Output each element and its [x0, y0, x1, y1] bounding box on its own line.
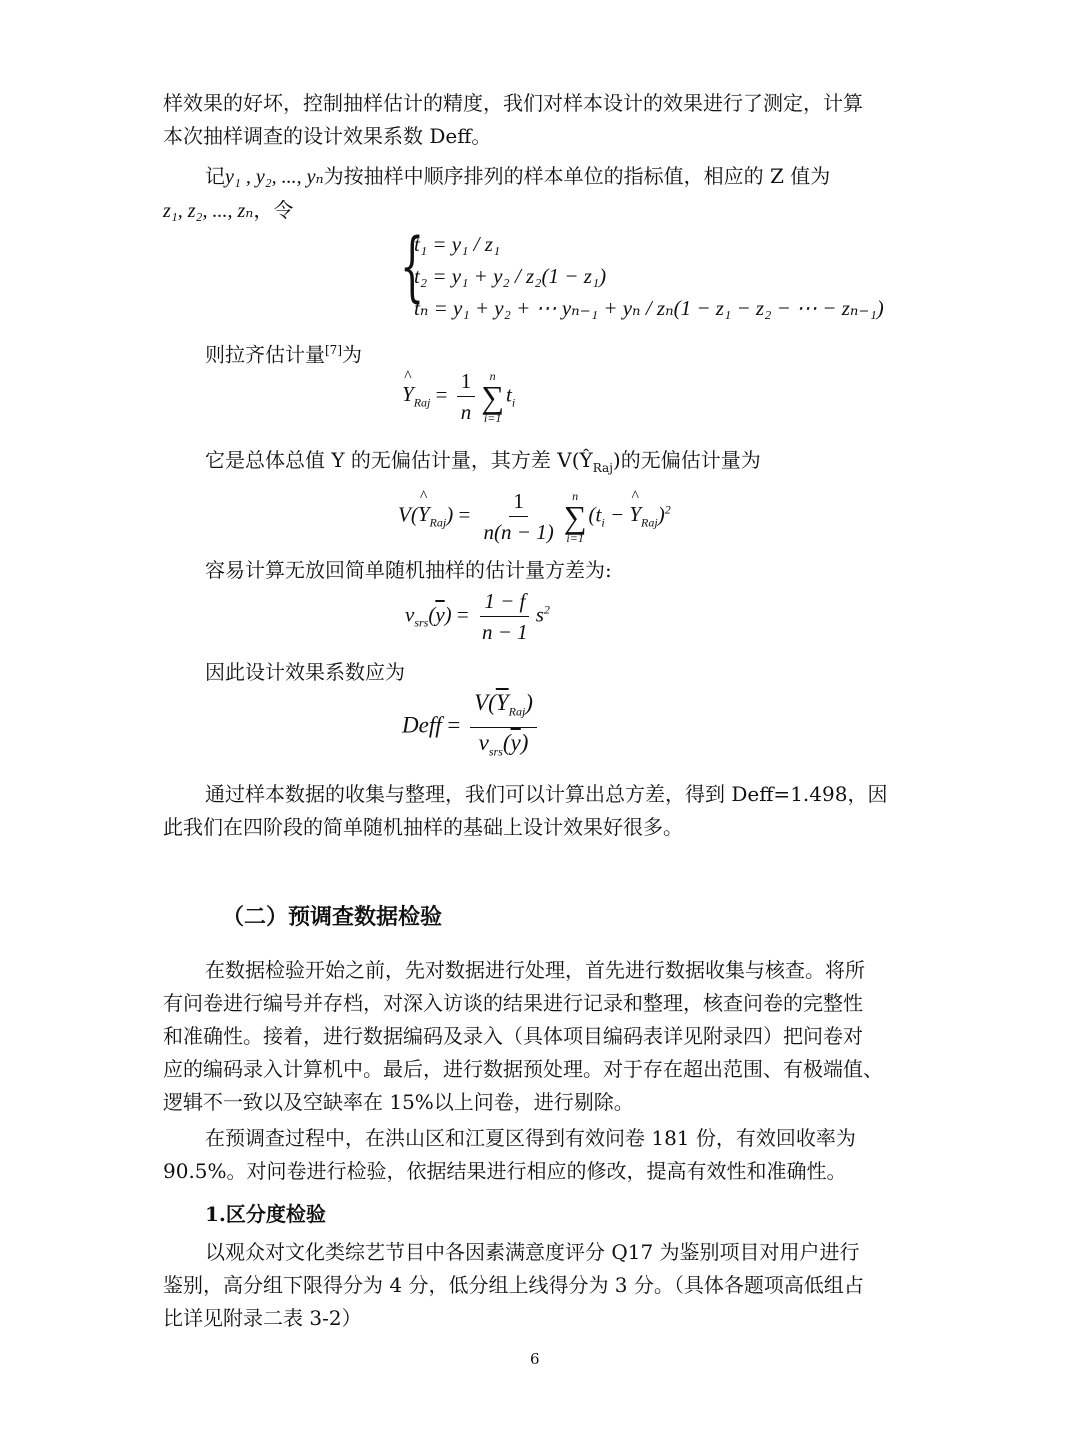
formula-raj-estimator: ^ $Y_{Raj}$ = $\frac{1}{n}$ n ∑ i=1 $t_i$	[402, 368, 515, 425]
text-line: 逻辑不一致以及空缺率在 15%以上问卷，进行剔除。	[163, 1090, 634, 1114]
text-line: 此我们在四阶段的简单随机抽样的基础上设计效果好很多。	[163, 815, 683, 839]
text-fragment: 为	[342, 342, 362, 367]
text-line: 样效果的好坏，控制抽样估计的精度，我们对样本设计的效果进行了测定，计算	[163, 91, 863, 115]
paragraph-unbiased	[163, 444, 920, 485]
paragraph-discrimination	[163, 1236, 920, 1335]
paragraph-survey	[163, 1122, 920, 1188]
text-line: 以观众对文化类综艺节目中各因素满意度评分 Q17 为鉴别项目对用户进行	[205, 1240, 860, 1264]
paragraph-raj-intro	[163, 334, 920, 372]
text-line: 90.5%。对问卷进行检验，依据结果进行相应的修改，提高有效性和准确性。	[163, 1159, 847, 1183]
text-line: 和准确性。接着，进行数据编码及录入（具体项目编码表详见附录四）把问卷对	[163, 1024, 863, 1048]
text-line: 在数据检验开始之前，先对数据进行处理，首先进行数据收集与核查。将所	[205, 958, 865, 982]
left-brace: {	[400, 221, 425, 310]
text-fragment: )的无偏估计量为	[612, 448, 761, 472]
text-line	[163, 160, 920, 194]
text-fragment: 为按抽样中顺序排列的样本单位的指标值，相应的 Z 值为	[323, 164, 831, 188]
text-line	[163, 194, 920, 228]
equation-t2: t₂ = y₁ + y₂ / z₂(1 − z₁)	[414, 264, 607, 288]
text-fragment: 则拉齐估计量	[205, 342, 325, 367]
text-line: 通过样本数据的收集与整理，我们可以计算出总方差，得到 Deff=1.498，因	[205, 782, 888, 806]
subscript: Raj	[592, 461, 613, 475]
formula-srs-variance: $v_{srs}(\overline{y})$ = $\frac{1 - f}{n - 1}$ $s^2$	[405, 589, 550, 644]
paragraph-definition	[163, 160, 920, 228]
paragraph-deff-intro: 因此设计效果系数应为	[205, 660, 405, 684]
formula-variance-raj: V(^ $Y_{Raj}$) = $\frac{1}{n(n - 1)}$ n ∑ i=1 ($t_i$ − ^ $Y_{Raj})^2$	[398, 488, 671, 545]
text-line: 本次抽样调查的设计效果系数 Deff。	[163, 124, 492, 148]
paragraph-data-check	[163, 954, 920, 1119]
equation-tn: tₙ = y₁ + y₂ + ⋯ yₙ₋₁ + yₙ / zₙ(1 − z₁ − z₂ − ⋯ − zₙ₋₁)	[414, 296, 884, 320]
sequence-y: y₁ , y₂, ..., yₙ	[225, 166, 324, 188]
paragraph-intro	[163, 87, 920, 153]
paragraph-result	[163, 778, 920, 844]
page-number: 6	[530, 1350, 540, 1368]
text-line: 有问卷进行编号并存档，对深入访谈的结果进行记录和整理，核查问卷的完整性	[163, 991, 863, 1015]
text-line: 应的编码录入计算机中。最后，进行数据预处理。对于存在超出范围、有极端值、	[163, 1057, 883, 1081]
formula-deff: Deff = $\frac{V(\overline{Y}_{Raj})}{v_{srs}(\overline{y})}$	[402, 690, 541, 764]
text-fragment: 记	[205, 164, 225, 188]
sequence-z: z₁, z₂, ..., zₙ	[163, 200, 254, 222]
citation: [7]	[325, 343, 342, 357]
equation-t1: t₁ = y₁ / z₁	[414, 232, 501, 256]
text-line: 比详见附录二表 3-2）	[163, 1306, 362, 1330]
section-heading: （二）预调查数据检验	[222, 904, 443, 930]
text-fragment: 它是总体总值 Y 的无偏估计量，其方差 V(Ŷ	[205, 448, 593, 472]
text-line: 在预调查过程中，在洪山区和江夏区得到有效问卷 181 份，有效回收率为	[205, 1126, 856, 1150]
text-fragment: ，令	[253, 198, 294, 222]
text-line: 鉴别，高分组下限得分为 4 分，低分组上线得分为 3 分。（具体各题项高低组占	[163, 1273, 864, 1297]
subheading: 1.区分度检验	[205, 1202, 326, 1226]
paragraph-srs: 容易计算无放回简单随机抽样的估计量方差为:	[205, 558, 612, 582]
